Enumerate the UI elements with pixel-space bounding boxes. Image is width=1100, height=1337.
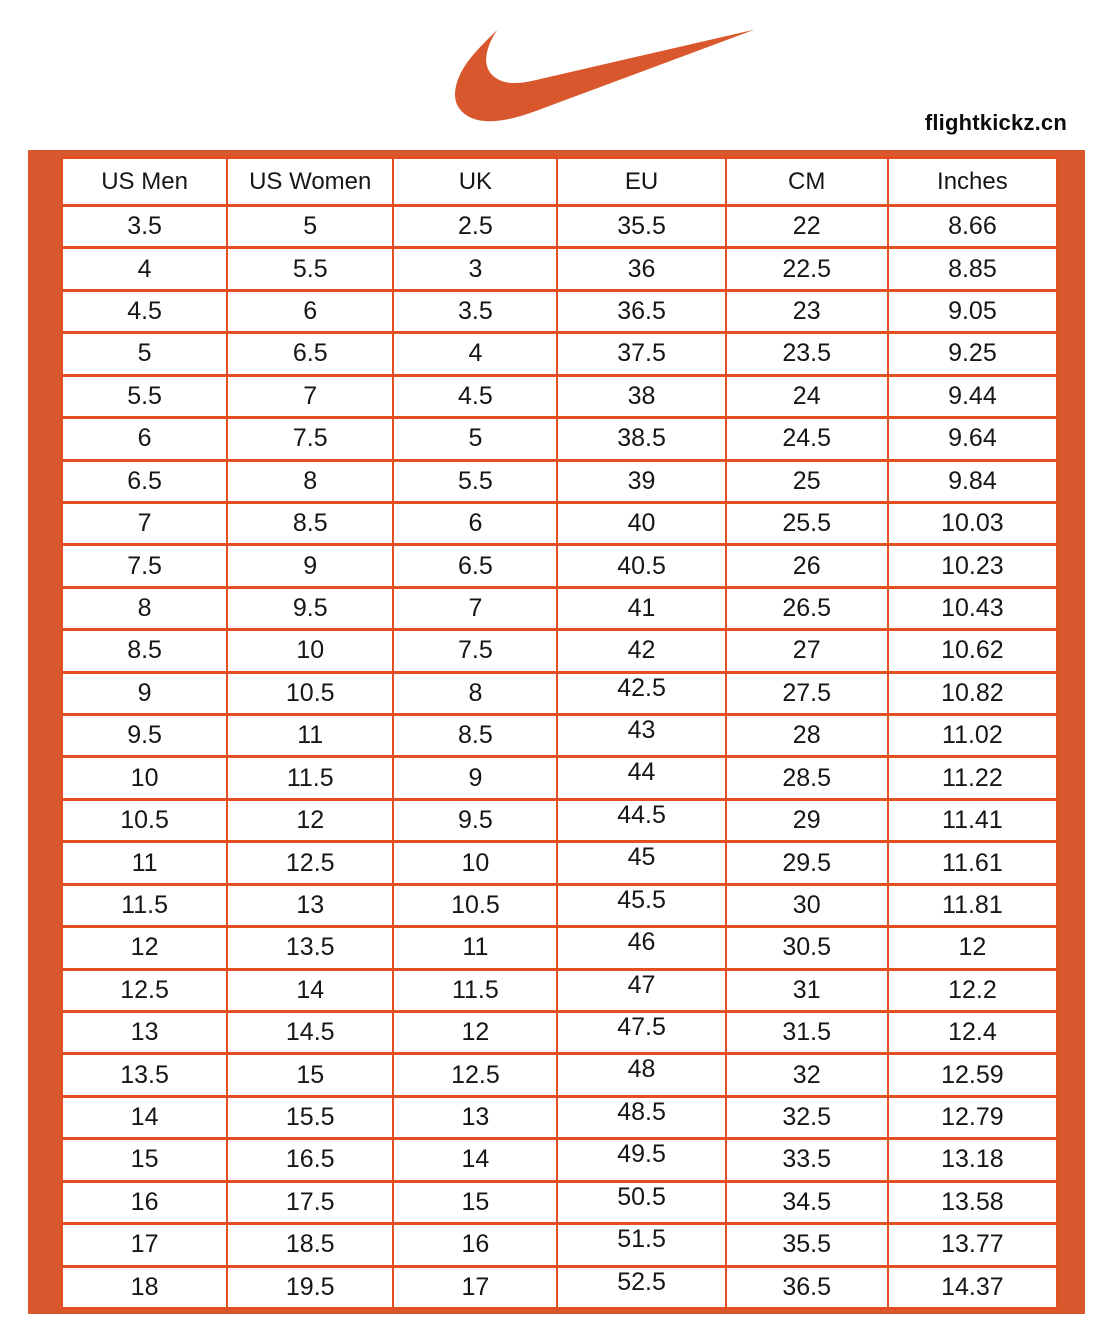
table-cell: 11	[393, 927, 557, 969]
table-cell: 50.5	[557, 1181, 725, 1223]
table-row	[62, 375, 1057, 417]
table-cell: 3.5	[62, 206, 227, 248]
table-row	[62, 248, 1057, 290]
table-cell: 8	[393, 672, 557, 714]
swoosh-shape	[455, 30, 755, 122]
table-cell: 7.5	[393, 630, 557, 672]
table-cell: 9.5	[227, 587, 393, 629]
table-cell: 10.82	[888, 672, 1057, 714]
table-cell: 10.03	[888, 502, 1057, 544]
table-cell: 4	[393, 333, 557, 375]
table-cell: 7	[62, 502, 227, 544]
table-cell: 11.02	[888, 715, 1057, 757]
table-cell: 44.5	[557, 799, 725, 841]
table-cell: 5.5	[393, 460, 557, 502]
table-cell: 44	[557, 757, 725, 799]
table-cell: 11.5	[227, 757, 393, 799]
table-cell: 16	[62, 1181, 227, 1223]
table-cell: 10.5	[227, 672, 393, 714]
table-cell: 16.5	[227, 1139, 393, 1181]
table-cell: 13	[393, 1096, 557, 1138]
table-cell: 22.5	[726, 248, 888, 290]
table-cell: 13.58	[888, 1181, 1057, 1223]
table-cell: 14.37	[888, 1266, 1057, 1308]
table-cell: 32.5	[726, 1096, 888, 1138]
table-cell: 33.5	[726, 1139, 888, 1181]
table-row	[62, 460, 1057, 502]
table-cell: 23.5	[726, 333, 888, 375]
table-cell: 15	[62, 1139, 227, 1181]
table-cell: 10.62	[888, 630, 1057, 672]
table-cell: 47.5	[557, 1012, 725, 1054]
table-row	[62, 715, 1057, 757]
table-cell: 46	[557, 927, 725, 969]
table-cell: 17	[393, 1266, 557, 1308]
table-cell: 4.5	[62, 290, 227, 332]
table-row	[62, 333, 1057, 375]
table-cell: 4	[62, 248, 227, 290]
table-row	[62, 206, 1057, 248]
table-cell: 30	[726, 884, 888, 926]
table-cell: 17.5	[227, 1181, 393, 1223]
table-cell: 10.43	[888, 587, 1057, 629]
table-cell: 10	[227, 630, 393, 672]
table-cell: 16	[393, 1224, 557, 1266]
table-cell: 10.5	[62, 799, 227, 841]
column-header-uk: UK	[393, 158, 557, 206]
table-cell: 13.18	[888, 1139, 1057, 1181]
table-cell: 29	[726, 799, 888, 841]
table-cell: 28.5	[726, 757, 888, 799]
size-table-frame	[28, 150, 1085, 1314]
table-cell: 8	[227, 460, 393, 502]
table-cell: 13.5	[62, 1054, 227, 1096]
table-row	[62, 969, 1057, 1011]
table-cell: 6	[62, 418, 227, 460]
table-cell: 8.5	[393, 715, 557, 757]
table-cell: 26	[726, 545, 888, 587]
table-cell: 6.5	[393, 545, 557, 587]
table-row	[62, 1181, 1057, 1223]
table-row	[62, 884, 1057, 926]
table-cell: 30.5	[726, 927, 888, 969]
table-cell: 38	[557, 375, 725, 417]
table-cell: 12	[888, 927, 1057, 969]
table-cell: 10	[62, 757, 227, 799]
table-cell: 31.5	[726, 1012, 888, 1054]
table-row	[62, 1096, 1057, 1138]
table-cell: 39	[557, 460, 725, 502]
table-row	[62, 927, 1057, 969]
table-cell: 12	[227, 799, 393, 841]
header-row	[62, 158, 1057, 206]
table-cell: 8	[62, 587, 227, 629]
table-cell: 32	[726, 1054, 888, 1096]
table-cell: 14	[393, 1139, 557, 1181]
column-header-eu: EU	[557, 158, 725, 206]
table-row	[62, 672, 1057, 714]
table-cell: 9.05	[888, 290, 1057, 332]
table-cell: 45	[557, 842, 725, 884]
table-row	[62, 1139, 1057, 1181]
table-cell: 7	[227, 375, 393, 417]
table-cell: 7.5	[62, 545, 227, 587]
table-cell: 31	[726, 969, 888, 1011]
table-cell: 7.5	[227, 418, 393, 460]
table-cell: 11.61	[888, 842, 1057, 884]
table-cell: 10.5	[393, 884, 557, 926]
table-cell: 12	[393, 1012, 557, 1054]
table-row	[62, 587, 1057, 629]
table-cell: 5.5	[62, 375, 227, 417]
table-cell: 48	[557, 1054, 725, 1096]
table-cell: 3.5	[393, 290, 557, 332]
table-cell: 11.81	[888, 884, 1057, 926]
table-cell: 13	[62, 1012, 227, 1054]
table-cell: 11.41	[888, 799, 1057, 841]
table-cell: 35.5	[557, 206, 725, 248]
table-row	[62, 630, 1057, 672]
table-cell: 12.2	[888, 969, 1057, 1011]
table-cell: 19.5	[227, 1266, 393, 1308]
table-cell: 10.23	[888, 545, 1057, 587]
table-cell: 4.5	[393, 375, 557, 417]
table-cell: 14.5	[227, 1012, 393, 1054]
table-cell: 3	[393, 248, 557, 290]
table-cell: 36.5	[557, 290, 725, 332]
table-row	[62, 1266, 1057, 1308]
table-cell: 48.5	[557, 1096, 725, 1138]
table-row	[62, 757, 1057, 799]
table-cell: 9	[62, 672, 227, 714]
table-cell: 12.79	[888, 1096, 1057, 1138]
table-cell: 8.5	[227, 502, 393, 544]
table-cell: 15	[393, 1181, 557, 1223]
table-cell: 9.64	[888, 418, 1057, 460]
table-cell: 6.5	[227, 333, 393, 375]
column-header-us-women: US Women	[227, 158, 393, 206]
table-cell: 42.5	[557, 672, 725, 714]
table-cell: 12.5	[62, 969, 227, 1011]
table-cell: 9	[393, 757, 557, 799]
table-cell: 9.5	[393, 799, 557, 841]
table-cell: 42	[557, 630, 725, 672]
table-cell: 49.5	[557, 1139, 725, 1181]
table-cell: 10	[393, 842, 557, 884]
table-cell: 5	[227, 206, 393, 248]
table-cell: 11	[227, 715, 393, 757]
table-cell: 8.85	[888, 248, 1057, 290]
table-cell: 51.5	[557, 1224, 725, 1266]
table-cell: 15.5	[227, 1096, 393, 1138]
table-row	[62, 842, 1057, 884]
table-cell: 36	[557, 248, 725, 290]
table-cell: 24	[726, 375, 888, 417]
table-cell: 5.5	[227, 248, 393, 290]
column-header-cm: CM	[726, 158, 888, 206]
table-cell: 14	[227, 969, 393, 1011]
table-cell: 52.5	[557, 1266, 725, 1308]
table-row	[62, 502, 1057, 544]
table-cell: 12.5	[227, 842, 393, 884]
table-cell: 9.44	[888, 375, 1057, 417]
table-row	[62, 1224, 1057, 1266]
table-cell: 9.25	[888, 333, 1057, 375]
table-cell: 11.5	[62, 884, 227, 926]
table-cell: 6	[393, 502, 557, 544]
table-cell: 17	[62, 1224, 227, 1266]
table-cell: 23	[726, 290, 888, 332]
table-cell: 9	[227, 545, 393, 587]
table-cell: 18.5	[227, 1224, 393, 1266]
table-cell: 28	[726, 715, 888, 757]
table-cell: 35.5	[726, 1224, 888, 1266]
table-cell: 36.5	[726, 1266, 888, 1308]
table-cell: 13	[227, 884, 393, 926]
table-cell: 12.4	[888, 1012, 1057, 1054]
table-row	[62, 1012, 1057, 1054]
size-table-body	[62, 206, 1057, 1309]
table-cell: 37.5	[557, 333, 725, 375]
table-cell: 5	[393, 418, 557, 460]
table-cell: 9.5	[62, 715, 227, 757]
table-cell: 22	[726, 206, 888, 248]
table-row	[62, 545, 1057, 587]
table-cell: 18	[62, 1266, 227, 1308]
table-cell: 2.5	[393, 206, 557, 248]
table-cell: 47	[557, 969, 725, 1011]
column-header-inches: Inches	[888, 158, 1057, 206]
site-name: flightkickz.cn	[924, 110, 1067, 135]
table-cell: 25	[726, 460, 888, 502]
table-cell: 25.5	[726, 502, 888, 544]
table-cell: 13.5	[227, 927, 393, 969]
table-cell: 5	[62, 333, 227, 375]
table-cell: 11.5	[393, 969, 557, 1011]
table-cell: 11	[62, 842, 227, 884]
table-cell: 24.5	[726, 418, 888, 460]
table-cell: 34.5	[726, 1181, 888, 1223]
table-cell: 8.5	[62, 630, 227, 672]
table-cell: 38.5	[557, 418, 725, 460]
table-cell: 40.5	[557, 545, 725, 587]
table-cell: 13.77	[888, 1224, 1057, 1266]
table-cell: 40	[557, 502, 725, 544]
table-cell: 26.5	[726, 587, 888, 629]
table-cell: 12.59	[888, 1054, 1057, 1096]
table-cell: 27.5	[726, 672, 888, 714]
table-row	[62, 1054, 1057, 1096]
size-conversion-table	[61, 156, 1058, 1310]
table-cell: 14	[62, 1096, 227, 1138]
table-row	[62, 418, 1057, 460]
column-header-us-men: US Men	[62, 158, 227, 206]
table-cell: 41	[557, 587, 725, 629]
table-cell: 43	[557, 715, 725, 757]
table-cell: 6.5	[62, 460, 227, 502]
table-cell: 6	[227, 290, 393, 332]
table-cell: 27	[726, 630, 888, 672]
table-cell: 11.22	[888, 757, 1057, 799]
table-row	[62, 290, 1057, 332]
table-cell: 15	[227, 1054, 393, 1096]
table-cell: 9.84	[888, 460, 1057, 502]
table-row	[62, 799, 1057, 841]
table-cell: 7	[393, 587, 557, 629]
table-cell: 8.66	[888, 206, 1057, 248]
nike-swoosh-logo	[455, 28, 755, 122]
table-cell: 45.5	[557, 884, 725, 926]
table-cell: 12.5	[393, 1054, 557, 1096]
table-cell: 12	[62, 927, 227, 969]
table-cell: 29.5	[726, 842, 888, 884]
